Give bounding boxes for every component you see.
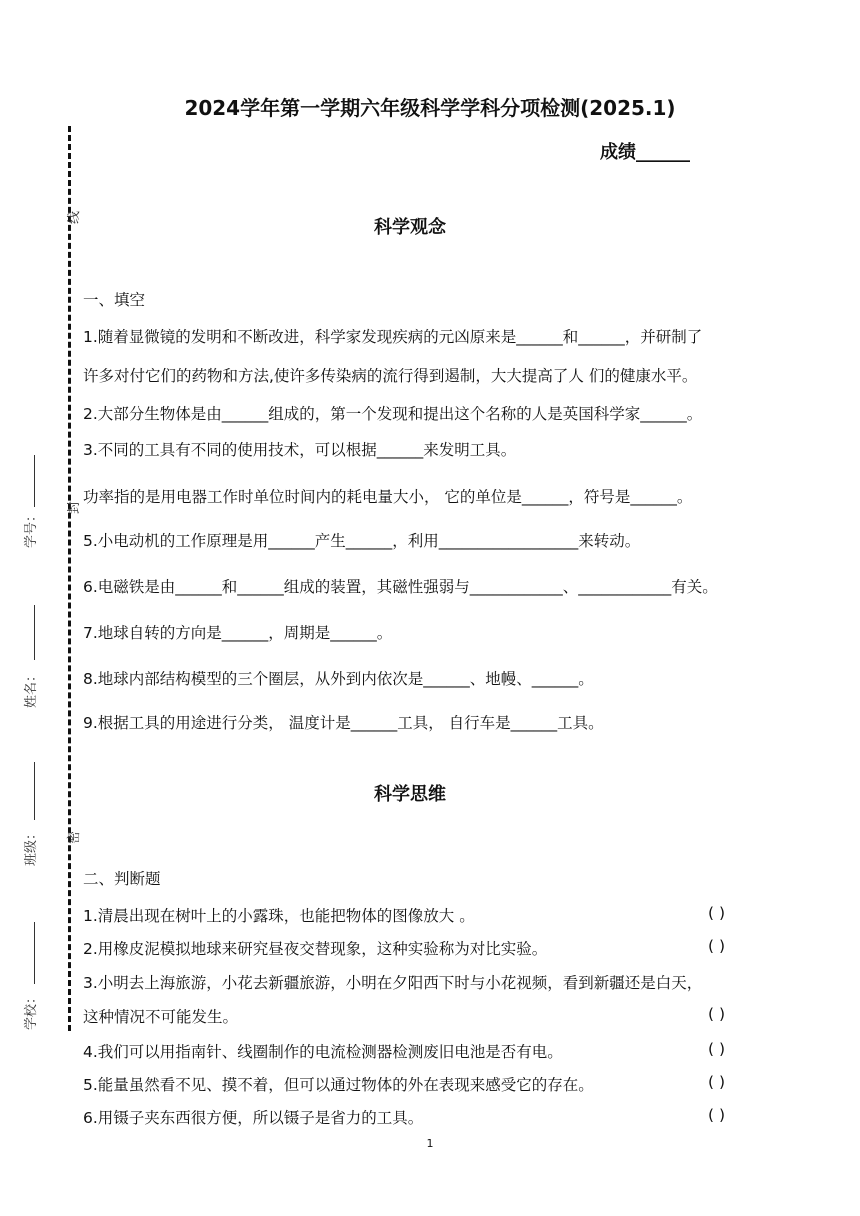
school-label: 学校：	[24, 990, 39, 1030]
seal-char-xian: 线	[67, 210, 83, 225]
fill-question: 6.电磁铁是由______和______组成的装置，其磁性强弱与____________、____________有关。	[83, 578, 718, 596]
section-title-concepts: 科学观念	[374, 217, 446, 238]
exam-title: 2024学年第一学期六年级科学学科分项检测(2025.1)	[184, 96, 676, 120]
judge-question: 6.用镊子夹东西很方便，所以镊子是省力的工具。	[83, 1109, 424, 1127]
name-line	[34, 605, 35, 660]
answer-parentheses: ( )	[708, 904, 726, 922]
fill-question: 3.不同的工具有不同的使用技术，可以根据______来发明工具。	[83, 441, 517, 459]
fill-question: 9.根据工具的用途进行分类， 温度计是______工具， 自行车是______工具。	[83, 714, 604, 732]
answer-parentheses: ( )	[708, 1040, 726, 1058]
judge-question: 2.用橡皮泥模拟地球来研究昼夜交替现象，这种实验称为对比实验。	[83, 940, 548, 958]
student-id-line	[34, 455, 35, 507]
answer-parentheses: ( )	[708, 937, 726, 955]
page-number: 1	[426, 1137, 434, 1150]
student-id-label: 学号：	[24, 508, 39, 548]
part-title-fill-blank: 一、填空	[83, 291, 146, 309]
answer-parentheses: ( )	[708, 1106, 726, 1124]
fill-question: 许多对付它们的药物和方法,使许多传染病的流行得到遏制，大大提高了人 们的健康水平。	[83, 367, 698, 385]
answer-parentheses: ( )	[708, 1073, 726, 1091]
section-title-thinking: 科学思维	[374, 784, 446, 805]
judge-question: 1.清晨出现在树叶上的小露珠，也能把物体的图像放大 。	[83, 907, 475, 925]
seal-char-mi: 密	[67, 830, 83, 845]
judge-question: 3.小明去上海旅游，小花去新疆旅游，小明在夕阳西下时与小花视频，看到新疆还是白天，	[83, 974, 703, 992]
answer-parentheses: ( )	[708, 1005, 726, 1023]
judge-question: 5.能量虽然看不见、摸不着，但可以通过物体的外在表现来感受它的存在。	[83, 1076, 594, 1094]
fill-question: 功率指的是用电器工作时单位时间内的耗电量大小， 它的单位是______，符号是______。	[83, 488, 693, 506]
judge-question: 4.我们可以用指南针、线圈制作的电流检测器检测废旧电池是否有电。	[83, 1043, 563, 1061]
name-label: 姓名：	[24, 668, 39, 708]
part-title-true-false: 二、判断题	[83, 870, 161, 888]
judge-question: 这种情况不可能发生。	[83, 1008, 239, 1026]
fill-question: 1.随着显微镜的发明和不断改进，科学家发现疾病的元凶原来是______和______，并研制了	[83, 328, 703, 346]
seal-dashed-line	[68, 126, 71, 1031]
class-label: 班级：	[24, 826, 39, 866]
fill-question: 5.小电动机的工作原理是用______产生______，利用__________________来转动。	[83, 532, 641, 550]
fill-question: 8.地球内部结构模型的三个圈层，从外到内依次是______、地幔、______。	[83, 670, 594, 688]
school-line	[34, 922, 35, 984]
seal-char-feng: 封	[67, 500, 83, 515]
fill-question: 7.地球自转的方向是______，周期是______。	[83, 624, 393, 642]
fill-question: 2.大部分生物体是由______组成的，第一个发现和提出这个名称的人是英国科学家______。	[83, 405, 703, 423]
score-field: 成绩______	[600, 142, 690, 163]
